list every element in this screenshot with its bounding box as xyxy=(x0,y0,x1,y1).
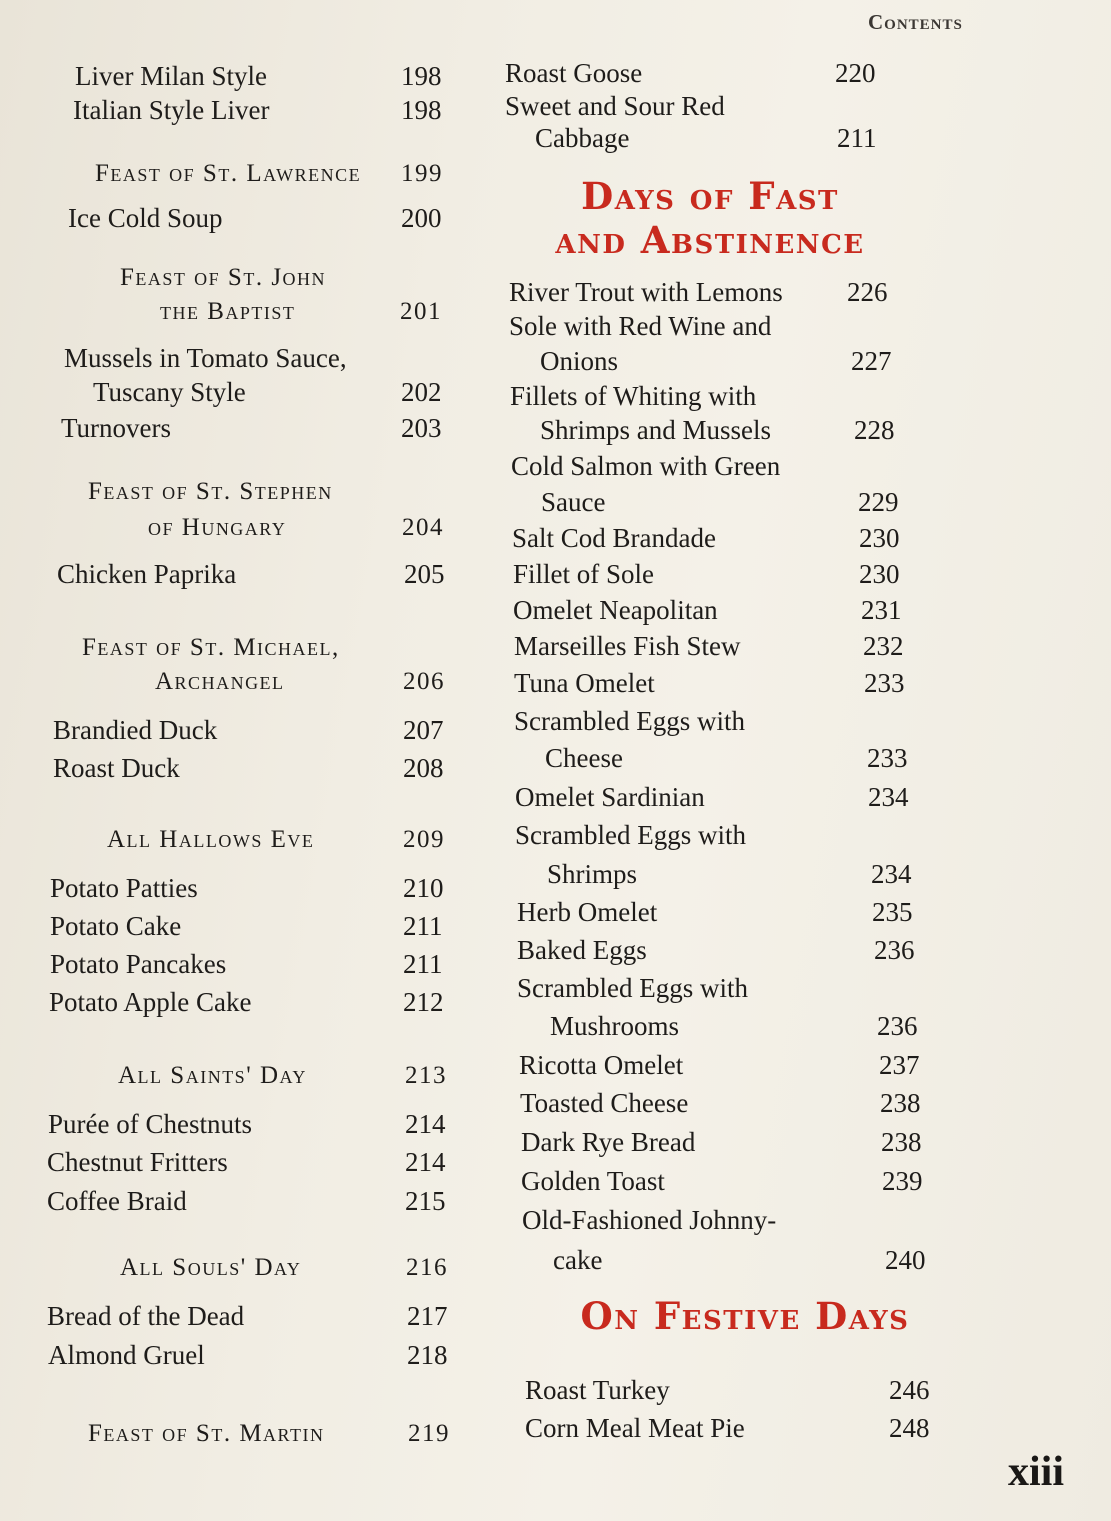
page-folio: xiii xyxy=(1008,1449,1065,1495)
section-heading: On Festive Days xyxy=(580,1294,910,1338)
section-heading: Days of Fast and Abstinence xyxy=(555,174,865,262)
page-header: Contents xyxy=(868,10,963,34)
